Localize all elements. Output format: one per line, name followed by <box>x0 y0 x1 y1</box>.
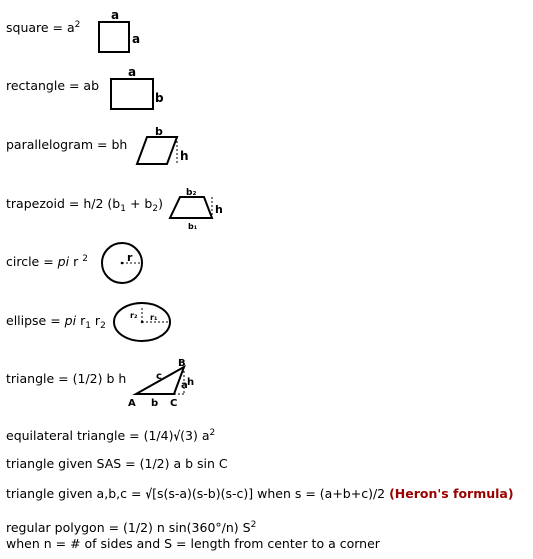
svg-text:b₂: b₂ <box>186 188 197 198</box>
heron-formula: triangle given a,b,c = √[s(s-a)(s-b)(s-c)] when s = (a+b+c)/2 (Heron's formula) <box>6 486 514 504</box>
circle-formula: circle = pi r $^2$ <box>6 254 88 269</box>
ellipse-figure <box>110 300 180 348</box>
equilateral-formula: equilateral triangle = (1/4)√(3) $a^2$ <box>6 428 215 446</box>
svg-text:b: b <box>155 91 164 105</box>
sas-formula: triangle given SAS = (1/2) a b sin C <box>6 456 228 471</box>
sqrt-icon: √ <box>145 488 153 503</box>
svg-text:r₁: r₁ <box>150 313 158 322</box>
square-figure <box>95 6 145 56</box>
svg-text:r: r <box>127 251 133 264</box>
svg-text:C: C <box>170 398 178 409</box>
circle-figure <box>100 238 150 288</box>
trapezoid-figure <box>164 184 234 234</box>
square-formula: square = $a^2$ <box>6 20 81 35</box>
parallelogram-figure <box>128 124 198 172</box>
rectangle-formula: rectangle = ab <box>6 78 100 93</box>
svg-text:b: b <box>155 125 163 138</box>
svg-text:r₂: r₂ <box>130 311 138 320</box>
polygon-formula: regular polygon = (1/2) n sin(360°/n) $S^2$ <box>6 520 257 535</box>
trapezoid-formula: trapezoid = h/2 $(b_1 + b_2)$ <box>6 196 163 214</box>
svg-text:b₁: b₁ <box>188 222 198 231</box>
svg-text:h: h <box>180 149 189 163</box>
svg-text:a: a <box>111 8 120 22</box>
svg-text:a: a <box>181 380 188 391</box>
triangle-figure <box>126 357 202 409</box>
ellipse-formula: ellipse = pi $r_1$ $r_2$ <box>6 313 106 331</box>
svg-text:h: h <box>215 203 223 216</box>
svg-text:a: a <box>128 65 137 79</box>
rectangle-figure <box>108 64 168 116</box>
polygon-explanation: when n = # of sides and S = length from center to a corner <box>6 536 380 551</box>
svg-text:A: A <box>128 398 136 409</box>
svg-text:c: c <box>156 371 162 382</box>
sqrt-icon: √ <box>173 430 181 445</box>
svg-text:b: b <box>151 398 159 409</box>
svg-text:B: B <box>178 358 186 369</box>
svg-text:h: h <box>187 377 195 388</box>
parallelogram-formula: parallelogram = bh <box>6 137 128 152</box>
triangle-formula: triangle = (1/2) b h <box>6 371 127 386</box>
svg-text:a: a <box>132 32 141 46</box>
heron-label: (Heron's formula) <box>389 486 514 501</box>
